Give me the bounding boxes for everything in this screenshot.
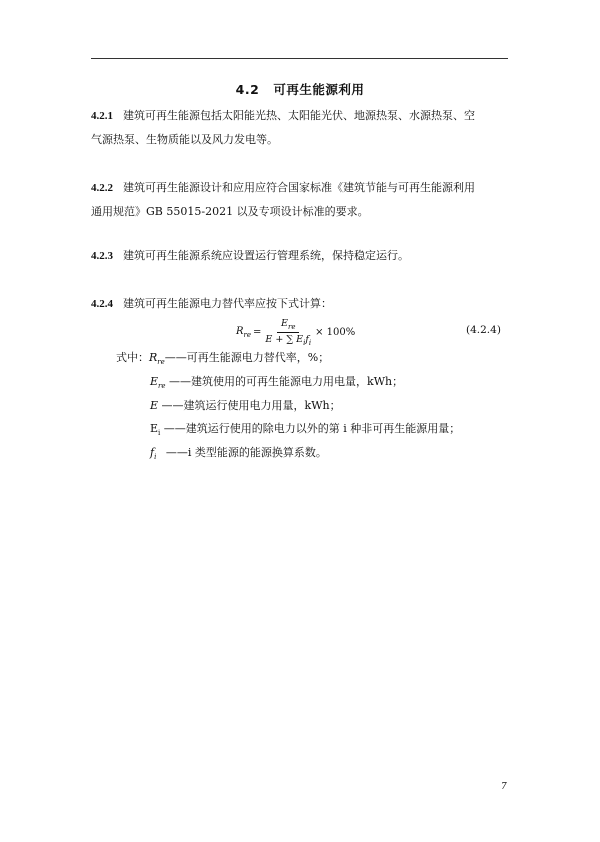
legend-description: ——i 类型能源的能源换算系数。 [162,446,327,459]
legend-symbol: $E_{re}$ [150,375,166,391]
clause-text: 建筑可再生能源电力替代率应按下式计算： [123,297,332,310]
formula-equals: = [253,326,262,338]
clause-text: 通用规范》GB 55015-2021 以及专项设计标准的要求。 [91,205,369,218]
section-heading: 可再生能源利用 [273,82,365,97]
formula-numerator: $E_{re}$ [277,318,299,333]
page-number: 7 [501,782,507,792]
clause-number: 4.2.3 [91,250,113,262]
legend-symbol: E [150,399,159,412]
legend-symbol: $f_i$ [150,446,157,462]
formula [236,318,355,347]
clause-4-2-4 [91,292,511,316]
formula-lhs: $R_{re}$ [236,325,252,339]
section-title [0,80,600,98]
clause-number: 4.2.2 [91,182,113,194]
equation-number: (4.2.4) [466,324,501,336]
legend-symbol: $E_i$ [150,422,161,438]
legend-item [150,374,403,394]
section-number: 4.2 [235,82,260,97]
legend-item [150,445,327,465]
clause-text: 建筑可再生能源包括太阳能光热、太阳能光伏、地源热泵、水源热泵、空 [123,109,475,122]
clause-number: 4.2.1 [91,110,113,122]
clause-number: 4.2.4 [91,298,113,310]
clause-4-2-1 [91,104,511,152]
clause-4-2-3 [91,244,511,268]
header-rule [91,58,508,59]
legend-symbol: $R_{re}$ [149,351,165,367]
formula-times: × 100% [315,326,356,338]
legend-description: ——建筑使用的可再生能源电力用电量，kWh； [165,375,404,388]
clause-text: 建筑可再生能源系统应设置运行管理系统，保持稳定运行。 [123,249,409,262]
formula-fraction [265,318,311,347]
legend-description: ——可再生能源电力替代率，%； [164,351,330,364]
clause-4-2-2 [91,176,511,224]
clause-text: 建筑可再生能源设计和应用应符合国家标准《建筑节能与可再生能源利用 [123,181,475,194]
legend-description: ——建筑运行使用的除电力以外的第 i 种非可再生能源用量； [160,422,461,435]
clause-text: 气源热泵、生物质能以及风力发电等。 [91,133,278,146]
legend-description: ——建筑运行使用电力用量，kWh； [158,399,341,412]
legend-prefix: 式中：$R_{re}——$可再生能源电力替代率，%； [116,351,330,367]
formula-denominator: E + ∑ $E_if_i$ [265,333,312,347]
legend-item [150,398,341,414]
legend-item [150,421,460,441]
